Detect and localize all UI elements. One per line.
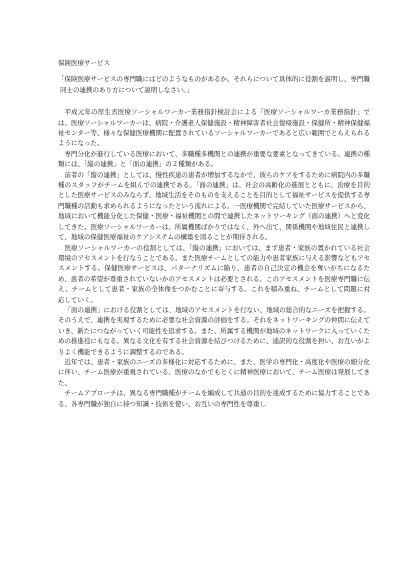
body-paragraph-5: 「面の連携」における役割としては、地域のアセスメントを行ない、地域の総合的なニーズを把握する。そのうえで、連携を実現するために必要な社会資源の評価をする。それをネットワーキングの仲間に伝えていき、新たにつながっていく可能性を追求する。また、所属する機関が地域のネットワークに入っていくための推進役にもなる。異なる文化を有する社会資源を結びつけるために、通訳的な役割を担い、お互いがよりよく機能できるように調整するのである。: [58, 305, 370, 356]
body-paragraph-2: 専門分化が進行している医療において、多職種多機関との連携が重要な要素となってきている。連携の種類には、「縦の連携」と「面の連携」の２種類がある。: [58, 149, 370, 169]
body-paragraph-3: 前者の「縦の連携」としては、慢性疾患の患者が増加するなかで、彼らのケアをするために病院内の多職種のスタッフがチームを組んでの連携である。「面の連携」は、社会の高齢化の進展とともに、治療を目的とした医療サービスのみならず、地域生活をそのものを支えることを目的として福祉サービスを提供する専門職種の活動も求められるようになったという流れによる。一医療機関で完結していた医療サービスから、地域において機能分化した保健・医療・福祉機関との間で連携したネットワーキング（面の連携）へと変化してきた。医療ソーシャルワーカーは、所属機関ばかりではなく、外へ出て、関係機関や地域住民と連携して、地域の保健医療福祉のケアシステムの構築を図ることが期待される。: [58, 170, 370, 242]
body-paragraph-1: 平成元年の厚生省医療ソーシャルワーカー業務指針検討会による「医療ソーシャルワーカ業務指針」では、医療ソーシャルワーカーは、病院・介護老人保健施設・精神障害者社会復帰施設・保健所・精神保健福祉センター等、様々な保健医療機関に配置されているソーシャルワーカーであると広い範囲でとらえられるようになった。: [58, 108, 370, 148]
assignment-question: 「保険医療サービスの専門職にはどのようなものがあるか。それらについて具体的に役割を説明し、専門職同士の連携のあり方について説明しなさい。」: [58, 75, 370, 94]
body-paragraph-7: チームアプローチは、異なる専門職種がチームを編成して共通の目的を達成するために協力することである。各専門職が独自に持つ知識・技術を使い、お互いの専門性を尊重し: [58, 389, 370, 408]
document-page: [58, 58, 370, 409]
body-paragraph-4: 医療ソーシャルワーカーの役割としては、「縦の連携」においては、まず患者・家族の置かれている社会環境のアセスメントを行なうことである。また医療チームとしての能力や患者家族に与える影響などもアセスメントする。保健医療サービスは、パターナリズムに陥り、患者の自己決定の機会を奪いがちになるため、患者の希望が尊重されていないかのアセスメントは必要とされる。このアセスメントを医療専門職に伝え、チームとして患者・家族の全体像をつかむことに寄与する。これを積み重ね、チームとして問題に対応していく。: [58, 243, 370, 304]
document-title: 保険医療サービス: [58, 59, 110, 67]
body-paragraph-6: 近年では、患者・家族のニーズの多様化に対応するために、また、医学の専門化・高度化や医療の細分化に伴い、チーム医療が重視されている。医療のなかでもとくに精神医療において、チーム医療は発展してきた。: [58, 357, 370, 387]
